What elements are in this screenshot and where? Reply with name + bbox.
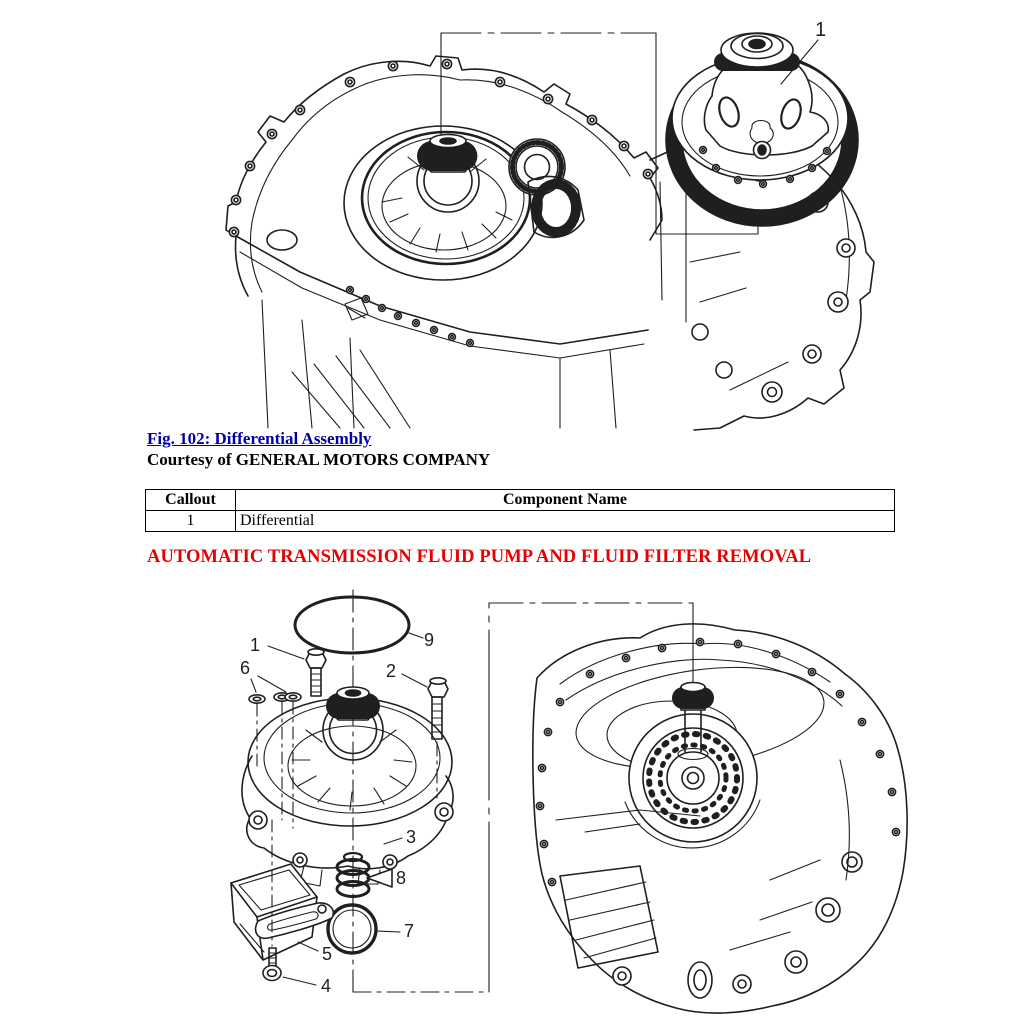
figure-caption: [147, 429, 490, 470]
header-component-name: Component Name: [236, 490, 895, 511]
cell-component: Differential: [236, 511, 895, 532]
callout-2-label: 2: [386, 661, 397, 681]
table-row: [146, 511, 895, 532]
cell-callout: 1: [146, 511, 236, 532]
o-ring-7: [328, 905, 400, 953]
torque-converter-hub: [344, 126, 542, 280]
callout-table: [145, 489, 895, 532]
table-header-row: [146, 490, 895, 511]
callout-5-label: 5: [322, 944, 333, 964]
differential-gear-enlarged: [666, 33, 858, 226]
bolt-1: [268, 646, 326, 696]
callout-3-label: 3: [406, 827, 417, 847]
section-heading: AUTOMATIC TRANSMISSION FLUID PUMP AND FLUID FILTER REMOVAL: [147, 547, 812, 567]
fig1-callout-1-label: 1: [815, 19, 827, 41]
figure-fluid-pump-removal: [0, 580, 1024, 1024]
header-callout: Callout: [146, 490, 236, 511]
bolt-4: [263, 948, 316, 985]
bolt-2: [402, 674, 448, 798]
callout-6-label: 6: [240, 658, 251, 678]
transmission-case-drawing: [533, 624, 907, 1013]
callout-8-label: 8: [396, 868, 407, 888]
callout-7-label: 7: [404, 921, 415, 941]
o-ring-seal-9: [295, 597, 423, 653]
callout-9-label: 9: [424, 630, 435, 650]
courtesy-line: Courtesy of GENERAL MOTORS COMPANY: [147, 450, 491, 469]
pump-body-3: [242, 687, 453, 886]
figure-102-link[interactable]: Fig. 102: Differential Assembly: [147, 429, 372, 448]
callout-1-label: 1: [250, 635, 261, 655]
callout-4-label: 4: [321, 976, 332, 996]
figure-differential-assembly: [0, 0, 1024, 440]
fluid-filter-5: [231, 820, 333, 960]
